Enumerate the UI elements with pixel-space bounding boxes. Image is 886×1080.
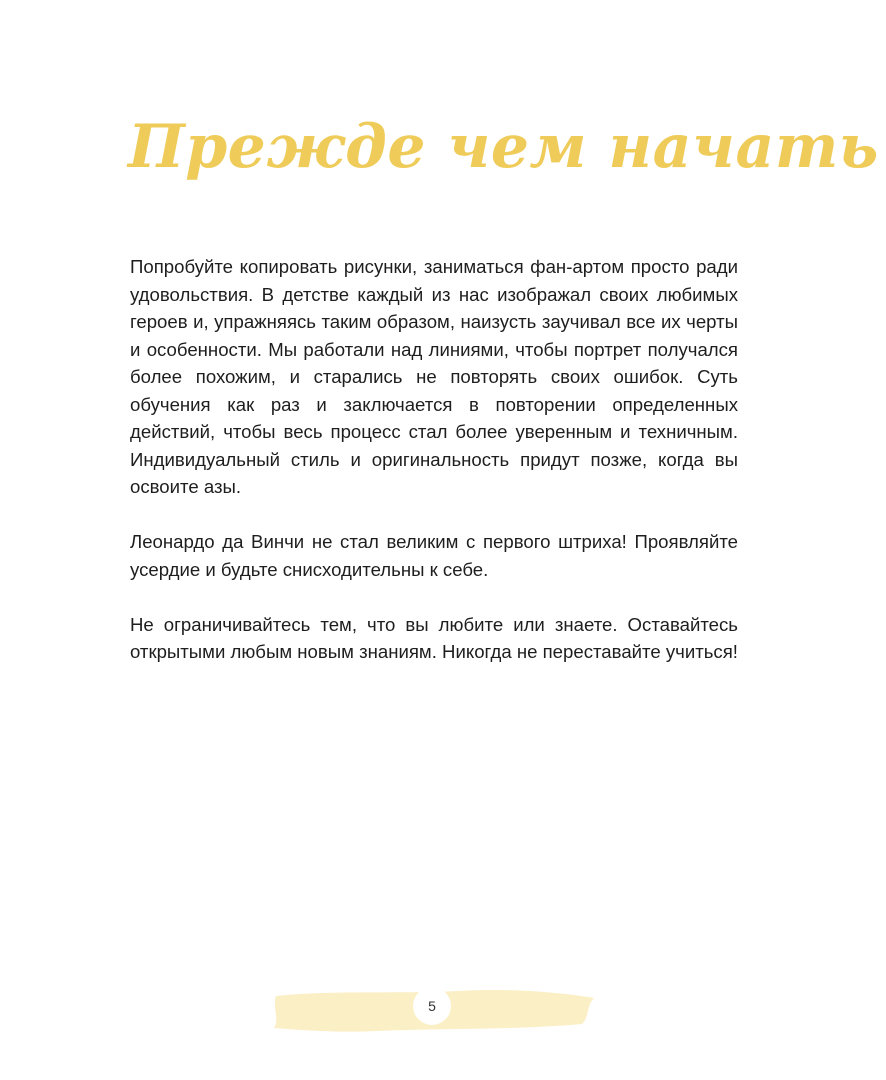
paragraph-2: Леонардо да Винчи не стал великим с первого штриха! Проявляйте усердие и будьте снисходительны к себе. xyxy=(130,531,738,580)
page-title: Прежде чем начать xyxy=(128,112,879,182)
page-number-badge: 5 xyxy=(413,987,451,1025)
paragraph-3: Не ограничивайтесь тем, что вы любите или знаете. Оставайтесь открытыми любым новым знаниям. Никогда не переставайте учиться! xyxy=(130,613,738,662)
body-text xyxy=(130,253,738,693)
paragraph-1: Попробуйте копировать рисунки, заниматься фан-артом просто ради удовольствия. В детстве каждый из нас изображал своих любимых героев и, упражняясь таким образом, наизусть заучивал все их черты и особенности. Мы работали над линиями, чтобы портрет получался более похожим, и старались не повторять своих ошибок. Суть обучения как раз и заключается в повторении определенных действий, чтобы весь процесс стал более уверенным и техничным. Индивидуальный стиль и оригинальность придут позже, когда вы освоите азы. xyxy=(130,256,738,497)
